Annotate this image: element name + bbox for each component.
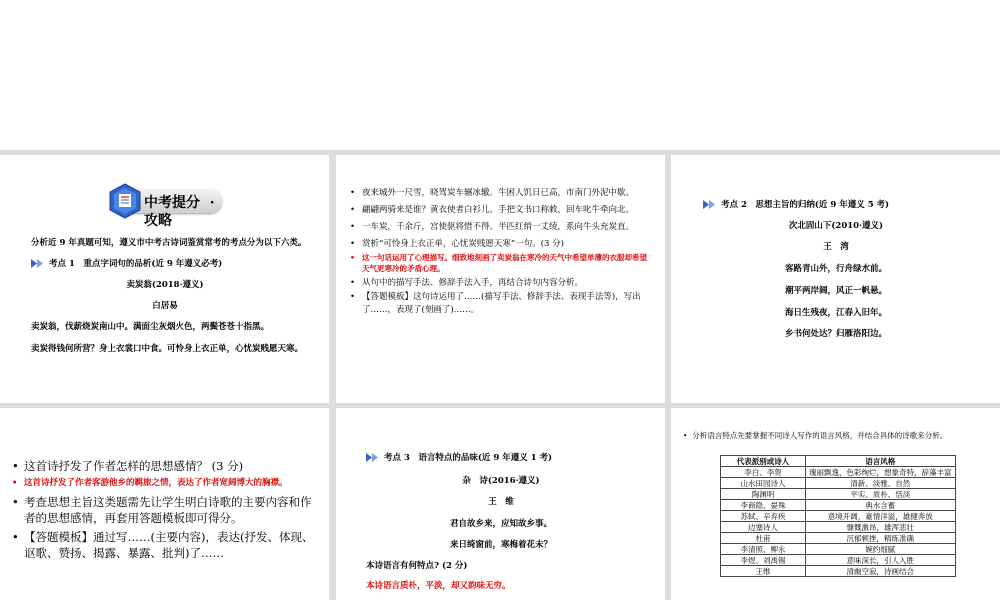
double-triangle-icon [366, 453, 380, 462]
list-item: • 一车炭，千余斤，宫使驱将惜不得。半匹红绡一丈绫，系向牛头充炭直。 [350, 222, 635, 232]
poem-line: 潮平两岸阔，风正一帆悬。 [784, 286, 887, 296]
intro-text: 分析近 9 年真题可知，遵义市中考古诗词鉴赏常考的考点分为以下六类。 [31, 238, 307, 248]
table-row: 王维 清幽空寂，诗画结合 [721, 566, 956, 577]
poem-line: 海日生残夜，江春入旧年。 [784, 308, 887, 318]
badge-subtitle: 攻略 [144, 213, 172, 229]
slide-thumbnail-1[interactable] [0, 155, 329, 403]
answer-text: 本诗语言质朴，平淡，却又韵味无穷。 [366, 581, 511, 591]
table-row: 山水田园诗人 清新、淡雅、自然 [721, 478, 956, 489]
point-heading-2: 考点 2 思想主旨的归纳(近 9 年遵义 5 考) [703, 199, 993, 212]
list-item: • 从句中的描写手法、修辞手法入手，再结合诗句内容分析。 [350, 278, 584, 288]
list-item: • 这首诗抒发了作者怎样的思想感情？ (3 分) [12, 459, 244, 473]
section-badge [108, 183, 226, 229]
slide-thumbnail-2[interactable] [336, 155, 665, 403]
poem-line: 君自故乡来，应知故乡事。 [449, 519, 552, 529]
slide-thumbnail-6[interactable] [671, 408, 1000, 600]
list-item: • 赏析“可怜身上衣正单，心忧炭贱愿天寒”一句。(3 分) [350, 239, 564, 249]
answer-item: • 这一句话运用了心理描写。细致地刻画了卖炭翁在寒冷的天气中希望单薄的衣服却希望天气更寒冷的矛盾心理。 [350, 253, 647, 273]
list-item: • 翩翩两骑来是谁？黄衣使者白衫儿。手把文书口称敕，回车叱牛牵向北。 [350, 205, 635, 215]
table-header: 语言风格 [806, 456, 956, 467]
table-row: 苏轼、辛弃疾 意境开阔，豪情洋溢，雄健奔放 [721, 511, 956, 522]
intro-text: • 分析语言特点先要掌握不同诗人写作的语言风格，并结合具体的诗歌来分析。 [683, 431, 948, 440]
table-row: 李清照、柳永 婉约细腻 [721, 544, 956, 555]
poem-title: 杂 诗(2016·遵义) [462, 476, 540, 486]
slide-thumbnail-5[interactable] [336, 408, 665, 600]
table-header-row [721, 456, 956, 467]
poem-title: 卖炭翁(2018·遵义) [126, 280, 204, 290]
slide-thumbnail-4[interactable] [0, 408, 329, 600]
poem-line: 卖炭得钱何所营？身上衣裳口中食。可怜身上衣正单，心忧炭贱愿天寒。 [31, 344, 304, 354]
table-header: 代表派别或诗人 [721, 456, 806, 467]
table-row: 李煜、刘禹锡 意味深长，引人入胜 [721, 555, 956, 566]
badge-title: 中考提分 · [144, 195, 215, 211]
double-triangle-icon [703, 200, 717, 209]
poem-line: 客路青山外，行舟绿水前。 [784, 264, 887, 274]
table-row: 李商隐、晏殊 典水含蓄 [721, 500, 956, 511]
table-row: 杜甫 沉郁顿挫，精练准确 [721, 533, 956, 544]
poem-author: 王 维 [488, 497, 514, 507]
language-style-table [720, 455, 956, 577]
list-item: • 夜来城外一尺雪，晓驾炭车辗冰辙。牛困人饥日已高，市南门外泥中歇。 [350, 188, 635, 198]
table-row: 边塞诗人 慷慨激昂，雄浑悲壮 [721, 522, 956, 533]
top-blank-area [0, 0, 1000, 150]
answer-item: • 这首诗抒发了作者客游他乡的羁旅之情，表达了作者宽阔博大的胸襟。 [12, 478, 288, 488]
slide-thumbnail-3[interactable] [671, 155, 1000, 403]
poem-author: 王 湾 [823, 242, 849, 252]
poem-title: 次北固山下(2010·遵义) [788, 221, 884, 231]
poem-line: 卖炭翁，伐薪烧炭南山中。满面尘灰烟火色，两鬓苍苍十指黑。 [31, 322, 270, 332]
table-row: 李白、李贺 瑰丽飘逸，色彩绚烂，想象奇特，辞藻丰富 [721, 467, 956, 478]
double-triangle-icon [31, 259, 45, 268]
question-text: 本诗语言有何特点? (2 分) [366, 561, 468, 571]
hexagon-book-icon [108, 183, 142, 219]
bullet-list [12, 458, 317, 561]
poem-author: 白居易 [152, 301, 178, 311]
point-heading-3: 考点 3 语言特点的品味(近 9 年遵义 1 考) [366, 452, 656, 465]
bullet-list [350, 187, 650, 317]
point-heading-1: 考点 1 重点字词句的品析(近 9 年遵义必考) [31, 258, 321, 271]
poem-line: 来日绮窗前，寒梅着花未？ [449, 540, 552, 550]
poem-line: 乡书何处达？归雁洛阳边。 [784, 329, 887, 339]
list-item: • 【答题模板】通过写……(主要内容)，表达(抒发、体现、讴歌、赞扬、揭露、暴露、批判)了…… [12, 530, 314, 560]
list-item: • 【答题模板】这句诗运用了……(描写手法、修辞手法、表现手法等)，写出了……，表现了(刻画了)……。 [350, 292, 641, 315]
list-item: • 考查思想主旨这类题需先让学生明白诗歌的主要内容和作者的思想感情，再套用答题模板即可得分。 [12, 495, 312, 525]
table-row: 陶渊明 平实、质朴、恬淡 [721, 489, 956, 500]
